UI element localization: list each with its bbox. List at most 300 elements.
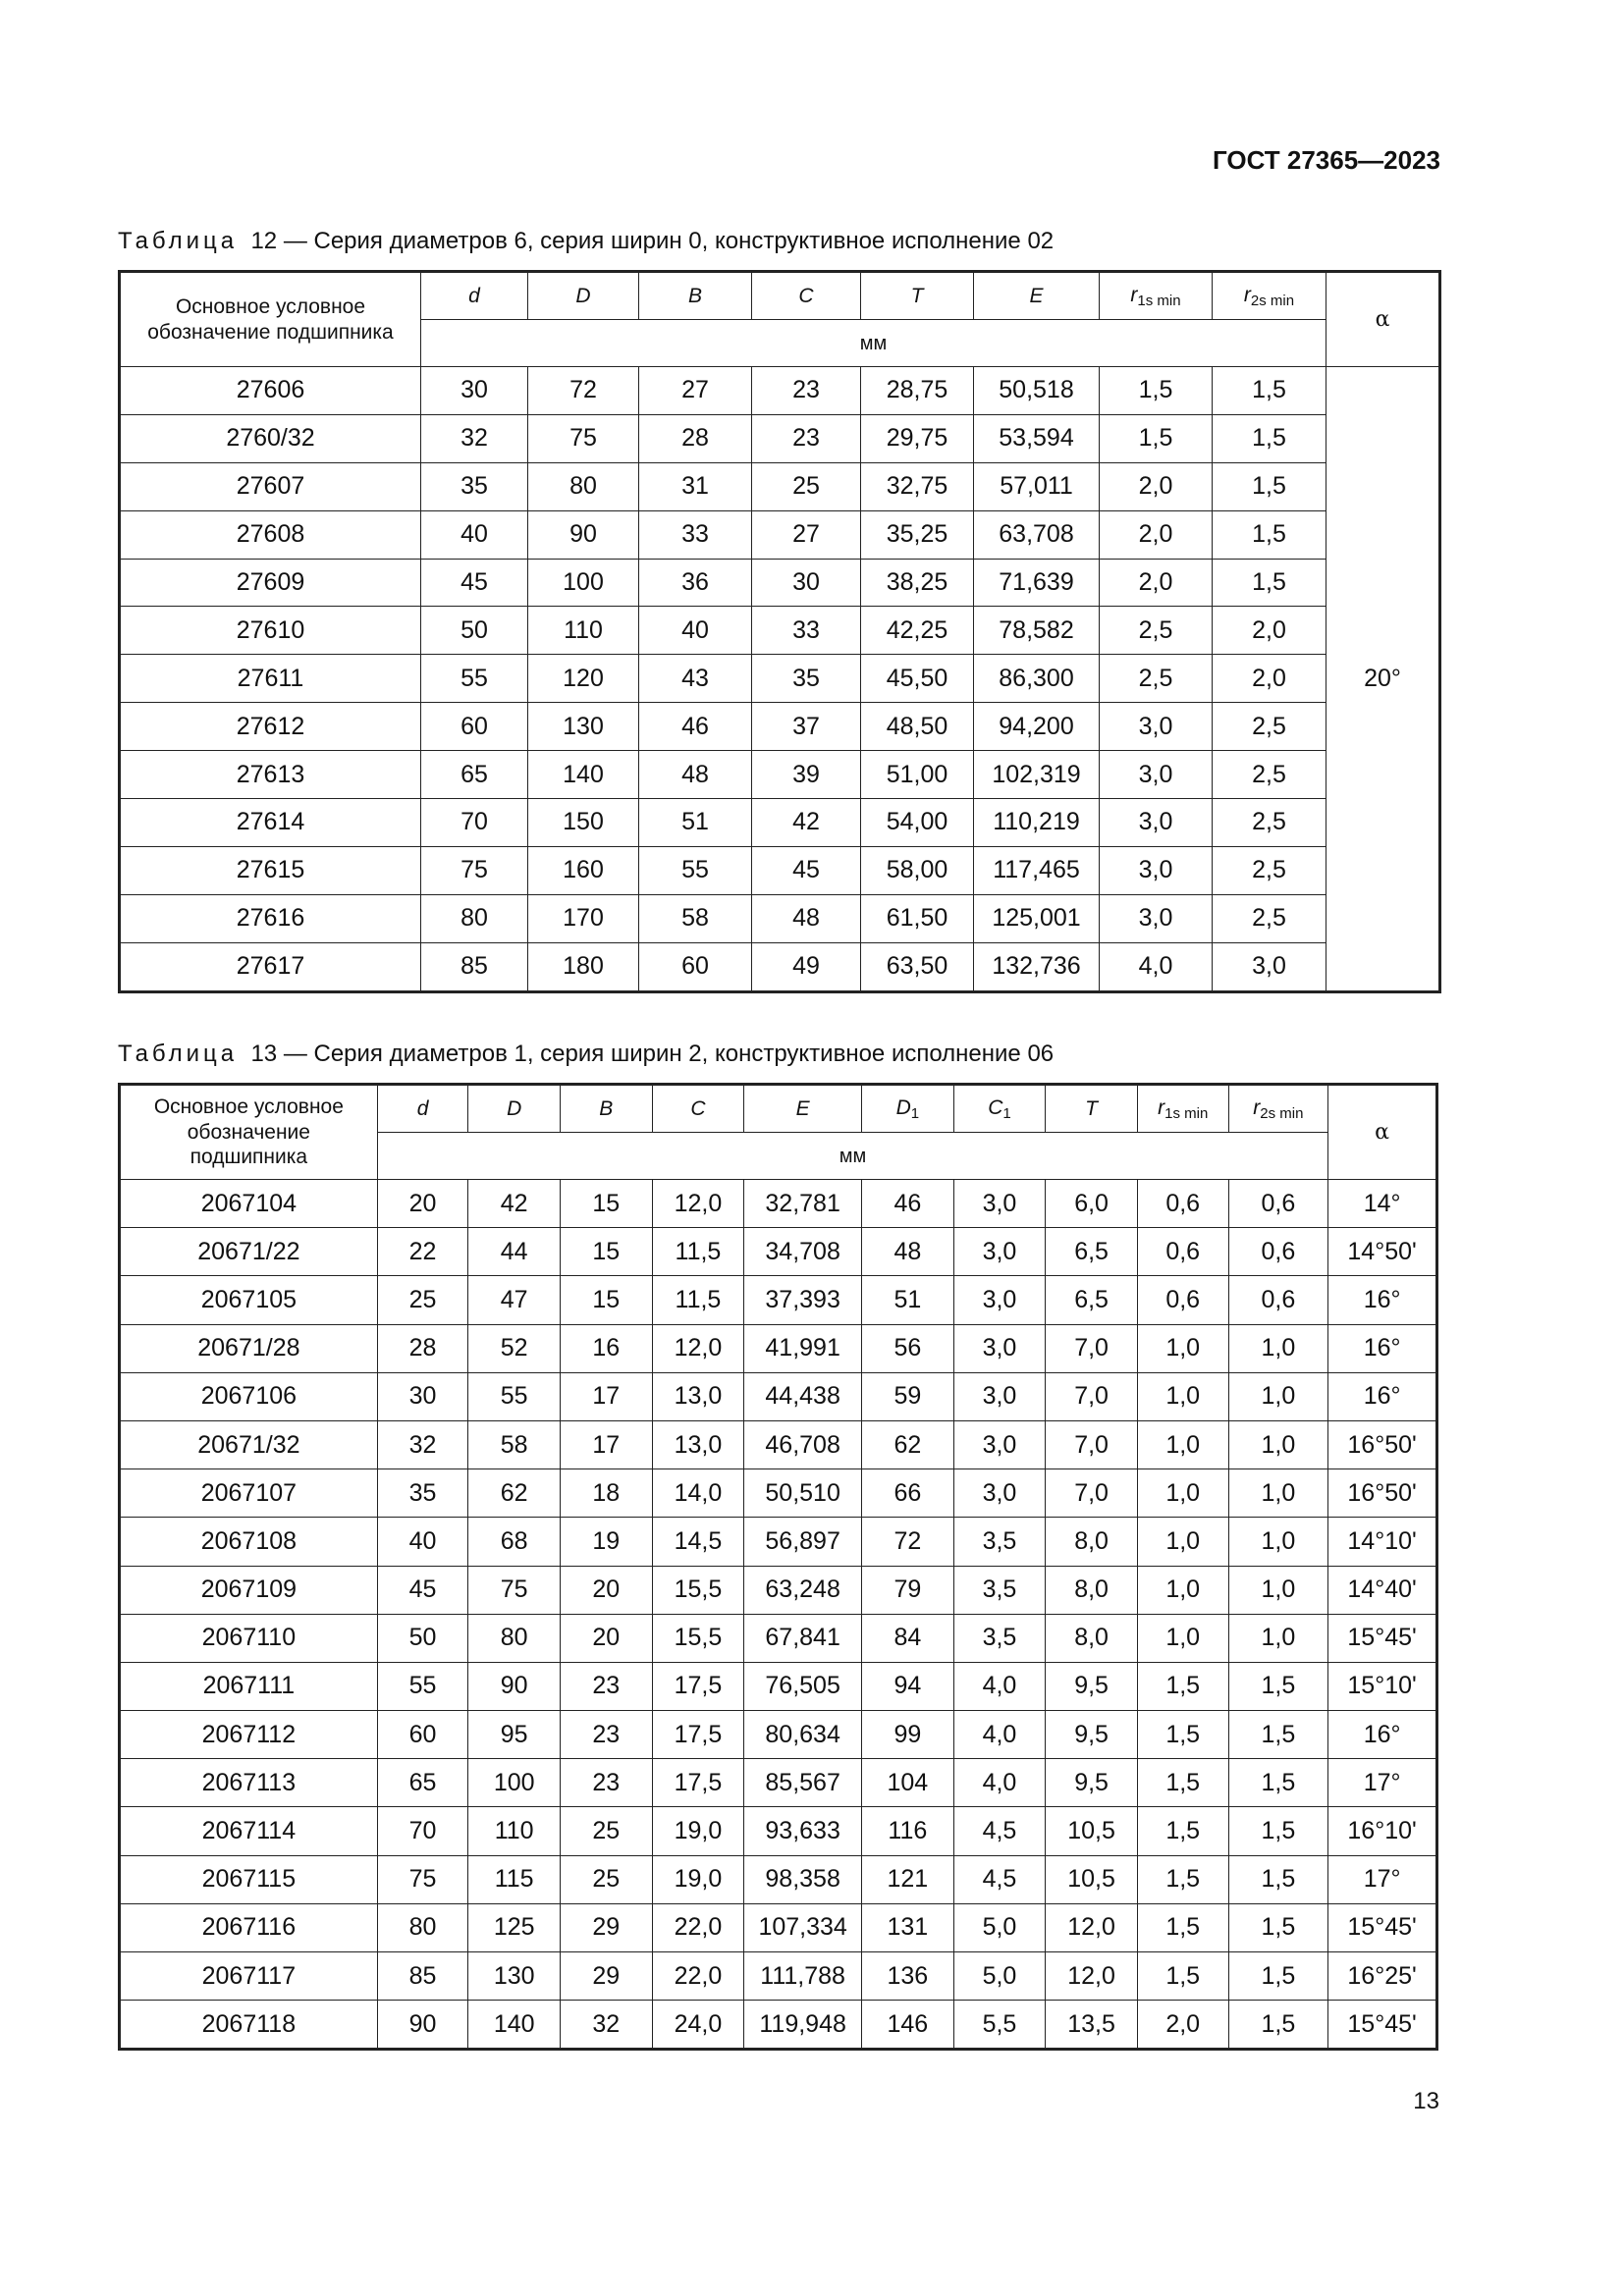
contact-angle-cell: 16°	[1328, 1276, 1437, 1324]
table-cell: 136	[862, 1952, 954, 2001]
table-cell: 5,5	[953, 2001, 1046, 2050]
table-cell: 22	[377, 1228, 468, 1276]
table-cell: 2,5	[1100, 607, 1213, 655]
table-cell: 45	[752, 846, 861, 894]
table-cell: 1,0	[1137, 1372, 1228, 1420]
contact-angle-cell: 16°50'	[1328, 1420, 1437, 1468]
bearing-designation-cell: 27608	[120, 510, 421, 559]
table-row	[120, 1566, 1437, 1614]
table-cell: 131	[862, 1903, 954, 1951]
r1-symbol: r	[1158, 1095, 1165, 1119]
table-13-label-header	[120, 1085, 378, 1180]
table-cell: 3,0	[1100, 799, 1213, 847]
bearing-designation-cell: 27610	[120, 607, 421, 655]
table-cell: 80	[421, 894, 528, 942]
table-cell: 51	[639, 799, 752, 847]
table-cell: 1,0	[1228, 1566, 1328, 1614]
table-cell: 23	[752, 414, 861, 462]
contact-angle-cell: 17°	[1328, 1759, 1437, 1807]
table-cell: 1,0	[1137, 1614, 1228, 1662]
table-cell: 24,0	[652, 2001, 744, 2050]
table-cell: 1,5	[1213, 414, 1326, 462]
table-12-col-E: E	[974, 272, 1100, 320]
table-cell: 39	[752, 751, 861, 799]
table-13-col-E: E	[744, 1085, 862, 1133]
table-cell: 3,5	[953, 1614, 1046, 1662]
table-cell: 9,5	[1046, 1711, 1138, 1759]
table-cell: 8,0	[1046, 1566, 1138, 1614]
bearing-designation-cell: 2067113	[120, 1759, 378, 1807]
table-cell: 19,0	[652, 1855, 744, 1903]
table-cell: 1,0	[1228, 1372, 1328, 1420]
table-cell: 4,0	[1100, 942, 1213, 991]
table-cell: 48	[862, 1228, 954, 1276]
table-cell: 57,011	[974, 462, 1100, 510]
table-cell: 11,5	[652, 1276, 744, 1324]
bearing-designation-cell: 2067117	[120, 1952, 378, 2001]
table-13-caption-text: 13 — Серия диаметров 1, серия ширин 2, конструктивное исполнение 06	[250, 1041, 1055, 1067]
bearing-designation-cell: 20671/28	[120, 1324, 378, 1372]
table-cell: 75	[421, 846, 528, 894]
table-row	[120, 942, 1440, 991]
table-cell: 11,5	[652, 1228, 744, 1276]
table-cell: 170	[528, 894, 639, 942]
table-cell: 28	[377, 1324, 468, 1372]
table-cell: 46	[862, 1180, 954, 1228]
contact-angle-cell: 15°45'	[1328, 1903, 1437, 1951]
table-cell: 130	[468, 1952, 561, 2001]
table-12-caption	[118, 228, 1054, 255]
table-cell: 3,0	[953, 1324, 1046, 1372]
table-cell: 3,0	[953, 1180, 1046, 1228]
table-cell: 43	[639, 655, 752, 703]
table-cell: 7,0	[1046, 1420, 1138, 1468]
table-cell: 1,5	[1228, 1711, 1328, 1759]
r2-symbol: r	[1243, 283, 1251, 306]
table-cell: 35	[377, 1469, 468, 1518]
table-cell: 4,5	[953, 1855, 1046, 1903]
table-cell: 42,25	[861, 607, 974, 655]
r1-subscript: 1s min	[1164, 1104, 1209, 1122]
table-cell: 2,0	[1213, 607, 1326, 655]
table-cell: 86,300	[974, 655, 1100, 703]
bearing-designation-cell: 2067107	[120, 1469, 378, 1518]
C1-subscript: 1	[1002, 1104, 1011, 1122]
table-cell: 130	[528, 703, 639, 751]
table-cell: 98,358	[744, 1855, 862, 1903]
table-cell: 61,50	[861, 894, 974, 942]
table-cell: 48	[752, 894, 861, 942]
table-cell: 28,75	[861, 367, 974, 415]
table-cell: 67,841	[744, 1614, 862, 1662]
table-12-label-line2: обозначение подшипника	[147, 320, 394, 344]
contact-angle-cell: 16°25'	[1328, 1952, 1437, 2001]
table-cell: 50	[377, 1614, 468, 1662]
table-cell: 0,6	[1137, 1228, 1228, 1276]
table-cell: 1,5	[1228, 1903, 1328, 1951]
table-cell: 125,001	[974, 894, 1100, 942]
table-13-col-D: D	[468, 1085, 561, 1133]
table-cell: 71,639	[974, 559, 1100, 607]
table-cell: 80	[528, 462, 639, 510]
table-cell: 12,0	[652, 1180, 744, 1228]
table-cell: 13,5	[1046, 2001, 1138, 2050]
table-cell: 0,6	[1228, 1228, 1328, 1276]
table-12-col-r2	[1213, 272, 1326, 320]
table-cell: 90	[377, 2001, 468, 2050]
table-cell: 18	[560, 1469, 652, 1518]
table-cell: 2,5	[1213, 751, 1326, 799]
bearing-designation-cell: 2067104	[120, 1180, 378, 1228]
table-cell: 17	[560, 1372, 652, 1420]
table-cell: 42	[468, 1180, 561, 1228]
table-cell: 55	[377, 1662, 468, 1710]
table-cell: 3,0	[1100, 703, 1213, 751]
table-cell: 146	[862, 2001, 954, 2050]
table-cell: 2,5	[1213, 894, 1326, 942]
table-cell: 15	[560, 1276, 652, 1324]
table-13-col-D1	[862, 1085, 954, 1133]
table-cell: 15,5	[652, 1566, 744, 1614]
table-13-col-alpha: α	[1328, 1085, 1437, 1180]
table-cell: 1,5	[1137, 1662, 1228, 1710]
bearing-designation-cell: 2067108	[120, 1518, 378, 1566]
table-cell: 3,5	[953, 1518, 1046, 1566]
table-cell: 30	[421, 367, 528, 415]
contact-angle-cell: 15°45'	[1328, 2001, 1437, 2050]
table-cell: 1,0	[1228, 1420, 1328, 1468]
bearing-designation-cell: 2067105	[120, 1276, 378, 1324]
r1-subscript: 1s min	[1137, 292, 1181, 309]
table-cell: 29	[560, 1952, 652, 2001]
table-cell: 32,781	[744, 1180, 862, 1228]
table-row	[120, 510, 1440, 559]
table-cell: 46	[639, 703, 752, 751]
table-cell: 10,5	[1046, 1807, 1138, 1855]
table-cell: 1,5	[1228, 1807, 1328, 1855]
table-cell: 70	[421, 799, 528, 847]
table-cell: 107,334	[744, 1903, 862, 1951]
table-cell: 55	[639, 846, 752, 894]
table-cell: 6,5	[1046, 1276, 1138, 1324]
contact-angle-cell: 14°50'	[1328, 1228, 1437, 1276]
table-cell: 48,50	[861, 703, 974, 751]
table-cell: 1,0	[1137, 1566, 1228, 1614]
table-cell: 0,6	[1137, 1276, 1228, 1324]
table-cell: 52	[468, 1324, 561, 1372]
contact-angle-cell: 14°10'	[1328, 1518, 1437, 1566]
table-cell: 20	[560, 1614, 652, 1662]
table-cell: 2,0	[1100, 462, 1213, 510]
page-number: 13	[1413, 2088, 1439, 2114]
table-cell: 4,0	[953, 1759, 1046, 1807]
table-row	[120, 1614, 1437, 1662]
bearing-designation-cell: 27615	[120, 846, 421, 894]
contact-angle-cell: 15°10'	[1328, 1662, 1437, 1710]
table-cell: 60	[639, 942, 752, 991]
table-cell: 1,0	[1137, 1518, 1228, 1566]
table-cell: 58,00	[861, 846, 974, 894]
table-cell: 31	[639, 462, 752, 510]
table-cell: 29,75	[861, 414, 974, 462]
r2-symbol: r	[1253, 1095, 1261, 1119]
table-cell: 55	[468, 1372, 561, 1420]
table-cell: 1,5	[1137, 1855, 1228, 1903]
table-cell: 65	[377, 1759, 468, 1807]
table-cell: 1,0	[1137, 1420, 1228, 1468]
table-cell: 1,5	[1213, 367, 1326, 415]
table-cell: 22,0	[652, 1952, 744, 2001]
table-cell: 1,0	[1228, 1469, 1328, 1518]
table-13-col-C: C	[652, 1085, 744, 1133]
table-cell: 50	[421, 607, 528, 655]
table-cell: 3,0	[953, 1372, 1046, 1420]
table-cell: 6,5	[1046, 1228, 1138, 1276]
contact-angle-cell: 15°45'	[1328, 1614, 1437, 1662]
table-cell: 25	[560, 1807, 652, 1855]
table-cell: 51,00	[861, 751, 974, 799]
bearing-designation-cell: 2067106	[120, 1372, 378, 1420]
table-cell: 51	[862, 1276, 954, 1324]
contact-angle-cell: 17°	[1328, 1855, 1437, 1903]
bearing-designation-cell: 27614	[120, 799, 421, 847]
table-row	[120, 1952, 1437, 2001]
table-cell: 7,0	[1046, 1372, 1138, 1420]
table-cell: 14,5	[652, 1518, 744, 1566]
table-row	[120, 655, 1440, 703]
table-cell: 12,0	[1046, 1903, 1138, 1951]
table-row	[120, 846, 1440, 894]
table-cell: 140	[528, 751, 639, 799]
D1-symbol: D	[895, 1095, 911, 1119]
table-cell: 35	[421, 462, 528, 510]
table-cell: 1,0	[1228, 1614, 1328, 1662]
table-cell: 44,438	[744, 1372, 862, 1420]
table-cell: 17,5	[652, 1759, 744, 1807]
table-cell: 125	[468, 1903, 561, 1951]
table-cell: 62	[862, 1420, 954, 1468]
bearing-designation-cell: 27606	[120, 367, 421, 415]
table-row	[120, 414, 1440, 462]
table-cell: 53,594	[974, 414, 1100, 462]
table-cell: 55	[421, 655, 528, 703]
table-cell: 1,5	[1100, 414, 1213, 462]
table-cell: 44	[468, 1228, 561, 1276]
table-cell: 1,5	[1228, 1662, 1328, 1710]
table-cell: 48	[639, 751, 752, 799]
table-cell: 56	[862, 1324, 954, 1372]
table-cell: 23	[560, 1759, 652, 1807]
table-row	[120, 703, 1440, 751]
bearing-designation-cell: 27607	[120, 462, 421, 510]
table-cell: 120	[528, 655, 639, 703]
table-12-col-T: T	[861, 272, 974, 320]
table-cell: 12,0	[652, 1324, 744, 1372]
bearing-designation-cell: 2067115	[120, 1855, 378, 1903]
table-cell: 27	[639, 367, 752, 415]
table-cell: 28	[639, 414, 752, 462]
table-cell: 79	[862, 1566, 954, 1614]
bearing-designation-cell: 27616	[120, 894, 421, 942]
table-cell: 3,0	[953, 1420, 1046, 1468]
table-cell: 13,0	[652, 1372, 744, 1420]
bearing-designation-cell: 27612	[120, 703, 421, 751]
table-cell: 9,5	[1046, 1662, 1138, 1710]
table-12-label-header	[120, 272, 421, 367]
table-cell: 1,5	[1213, 559, 1326, 607]
table-12-col-C: C	[752, 272, 861, 320]
table-cell: 58	[468, 1420, 561, 1468]
table-cell: 102,319	[974, 751, 1100, 799]
table-cell: 27	[752, 510, 861, 559]
table-cell: 85	[421, 942, 528, 991]
table-cell: 38,25	[861, 559, 974, 607]
table-cell: 10,5	[1046, 1855, 1138, 1903]
contact-angle-cell: 16°	[1328, 1324, 1437, 1372]
table-cell: 45	[421, 559, 528, 607]
table-cell: 150	[528, 799, 639, 847]
table-cell: 54,00	[861, 799, 974, 847]
table-cell: 75	[377, 1855, 468, 1903]
table-cell: 100	[468, 1759, 561, 1807]
table-cell: 17,5	[652, 1711, 744, 1759]
table-cell: 25	[752, 462, 861, 510]
table-cell: 50,518	[974, 367, 1100, 415]
table-12-col-B: B	[639, 272, 752, 320]
table-row	[120, 1759, 1437, 1807]
table-cell: 63,248	[744, 1566, 862, 1614]
table-cell: 32	[377, 1420, 468, 1468]
table-cell: 1,5	[1213, 510, 1326, 559]
table-cell: 3,0	[1100, 846, 1213, 894]
table-cell: 111,788	[744, 1952, 862, 2001]
table-cell: 110	[528, 607, 639, 655]
table-13	[118, 1083, 1438, 2051]
table-cell: 20	[377, 1180, 468, 1228]
table-row	[120, 1228, 1437, 1276]
table-cell: 110,219	[974, 799, 1100, 847]
table-13-col-d: d	[377, 1085, 468, 1133]
table-cell: 1,5	[1137, 1711, 1228, 1759]
table-cell: 35	[752, 655, 861, 703]
table-cell: 13,0	[652, 1420, 744, 1468]
table-cell: 75	[528, 414, 639, 462]
table-row	[120, 559, 1440, 607]
contact-angle-cell: 16°10'	[1328, 1807, 1437, 1855]
table-row	[120, 2001, 1437, 2050]
table-12-caption-text: 12 — Серия диаметров 6, серия ширин 0, конструктивное исполнение 02	[250, 228, 1055, 254]
table-cell: 33	[639, 510, 752, 559]
table-row	[120, 367, 1440, 415]
table-cell: 3,0	[953, 1469, 1046, 1518]
table-cell: 37	[752, 703, 861, 751]
table-cell: 8,0	[1046, 1518, 1138, 1566]
table-cell: 40	[377, 1518, 468, 1566]
table-cell: 1,0	[1137, 1324, 1228, 1372]
table-cell: 17,5	[652, 1662, 744, 1710]
table-row	[120, 1807, 1437, 1855]
table-cell: 2,5	[1213, 846, 1326, 894]
table-cell: 72	[528, 367, 639, 415]
table-cell: 29	[560, 1903, 652, 1951]
table-cell: 65	[421, 751, 528, 799]
contact-angle-cell: 14°40'	[1328, 1566, 1437, 1614]
table-row	[120, 1180, 1437, 1228]
table-cell: 1,5	[1137, 1903, 1228, 1951]
table-cell: 116	[862, 1807, 954, 1855]
table-cell: 9,5	[1046, 1759, 1138, 1807]
table-cell: 68	[468, 1518, 561, 1566]
table-cell: 34,708	[744, 1228, 862, 1276]
table-cell: 3,0	[953, 1276, 1046, 1324]
table-12	[118, 270, 1441, 993]
table-13-col-B: B	[560, 1085, 652, 1133]
table-13-label-line3: подшипника	[189, 1146, 308, 1169]
table-cell: 23	[560, 1711, 652, 1759]
table-cell: 72	[862, 1518, 954, 1566]
table-cell: 80,634	[744, 1711, 862, 1759]
table-cell: 80	[377, 1903, 468, 1951]
table-cell: 25	[377, 1276, 468, 1324]
table-cell: 45,50	[861, 655, 974, 703]
table-cell: 3,5	[953, 1566, 1046, 1614]
table-cell: 23	[752, 367, 861, 415]
table-row	[120, 1518, 1437, 1566]
table-cell: 25	[560, 1855, 652, 1903]
table-cell: 63,708	[974, 510, 1100, 559]
table-cell: 45	[377, 1566, 468, 1614]
table-cell: 76,505	[744, 1662, 862, 1710]
table-cell: 1,0	[1228, 1324, 1328, 1372]
table-cell: 3,0	[1100, 894, 1213, 942]
table-row	[120, 1276, 1437, 1324]
table-cell: 100	[528, 559, 639, 607]
table-cell: 119,948	[744, 2001, 862, 2050]
table-cell: 36	[639, 559, 752, 607]
table-cell: 3,0	[1213, 942, 1326, 991]
table-cell: 80	[468, 1614, 561, 1662]
bearing-designation-cell: 2067111	[120, 1662, 378, 1710]
table-cell: 16	[560, 1324, 652, 1372]
C1-symbol: C	[988, 1095, 1003, 1119]
table-cell: 4,5	[953, 1807, 1046, 1855]
table-cell: 15	[560, 1180, 652, 1228]
table-row	[120, 1420, 1437, 1468]
table-cell: 94	[862, 1662, 954, 1710]
r2-subscript: 2s min	[1250, 292, 1295, 309]
table-cell: 2,5	[1213, 703, 1326, 751]
table-cell: 93,633	[744, 1807, 862, 1855]
table-13-label-line1: Основное условное	[153, 1095, 344, 1119]
table-cell: 2,0	[1213, 655, 1326, 703]
table-13-caption	[118, 1041, 1054, 1068]
table-cell: 0,6	[1228, 1180, 1328, 1228]
table-cell: 22,0	[652, 1903, 744, 1951]
table-cell: 0,6	[1228, 1276, 1328, 1324]
table-cell: 40	[421, 510, 528, 559]
table-cell: 95	[468, 1711, 561, 1759]
table-cell: 90	[528, 510, 639, 559]
table-cell: 5,0	[953, 1903, 1046, 1951]
table-cell: 33	[752, 607, 861, 655]
table-row	[120, 1855, 1437, 1903]
table-12-col-alpha: α	[1326, 272, 1440, 367]
table-cell: 19	[560, 1518, 652, 1566]
table-row	[120, 607, 1440, 655]
bearing-designation-cell: 2760/32	[120, 414, 421, 462]
table-cell: 17	[560, 1420, 652, 1468]
table-cell: 58	[639, 894, 752, 942]
